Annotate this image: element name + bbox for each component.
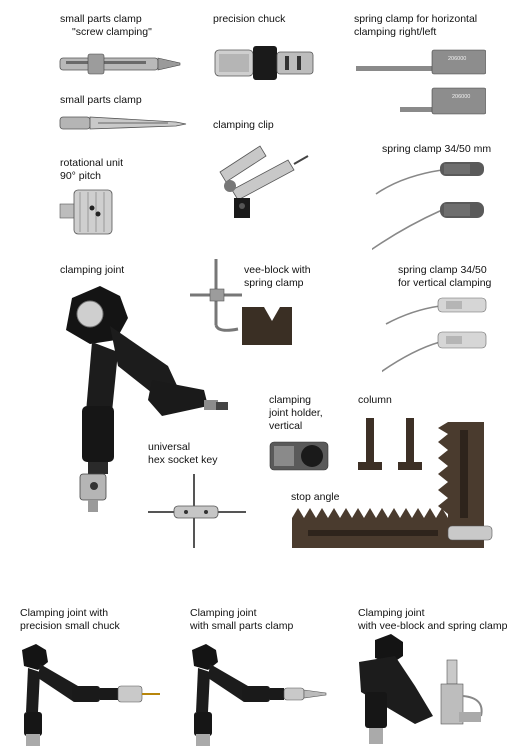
label-small-parts-clamp: small parts clamp [60, 94, 142, 106]
universal-hex-key-image [146, 472, 248, 550]
label-universal-hex-key: universal hex socket key [148, 441, 218, 466]
label-clamping-joint: clamping joint [60, 264, 125, 276]
label-rotational-unit: rotational unit 90° pitch [60, 157, 124, 182]
rotational-unit-image [58, 186, 116, 238]
vee-block-image [188, 255, 294, 347]
label-small-parts-clamp-screw: small parts clamp "screw clamping" [60, 13, 152, 38]
label-clamping-clip: clamping clip [213, 119, 274, 131]
label-precision-chuck: precision chuck [213, 13, 286, 25]
plate-code-bottom: 206000 [452, 94, 471, 100]
label-column: column [358, 394, 392, 406]
label-stop-angle: stop angle [291, 491, 340, 503]
combo-precision-chuck-image [16, 642, 164, 748]
label-clamping-joint-holder: clamping joint holder, vertical [269, 394, 323, 432]
combo-vee-block-image [355, 632, 495, 748]
spring-clamp-vertical-image [382, 292, 488, 374]
small-parts-clamp-screw-image [58, 50, 183, 78]
label-spring-clamp-vertical: spring clamp 34/50 for vertical clamping [398, 264, 492, 289]
clamping-clip-image [212, 142, 312, 220]
small-parts-clamp-image [58, 110, 188, 138]
combo-small-parts-image [186, 642, 332, 748]
label-spring-clamp-horizontal: spring clamp for horizontal clamping right/left [354, 13, 478, 38]
precision-chuck-image [213, 42, 319, 84]
stop-angle-image [288, 420, 494, 552]
spring-clamp-34-50-image [372, 158, 488, 256]
label-vee-block: vee-block with spring clamp [244, 264, 311, 289]
label-combo-small-parts: Clamping joint with small parts clamp [190, 607, 294, 632]
spring-clamp-horizontal-image [354, 44, 486, 118]
label-combo-precision-chuck: Clamping joint with precision small chuck [20, 607, 120, 632]
label-spring-clamp-34-50-mm: spring clamp 34/50 mm [382, 143, 492, 155]
plate-code-top: 206000 [448, 56, 467, 62]
label-combo-vee-block: Clamping joint with vee-block and spring clamp [358, 607, 508, 632]
